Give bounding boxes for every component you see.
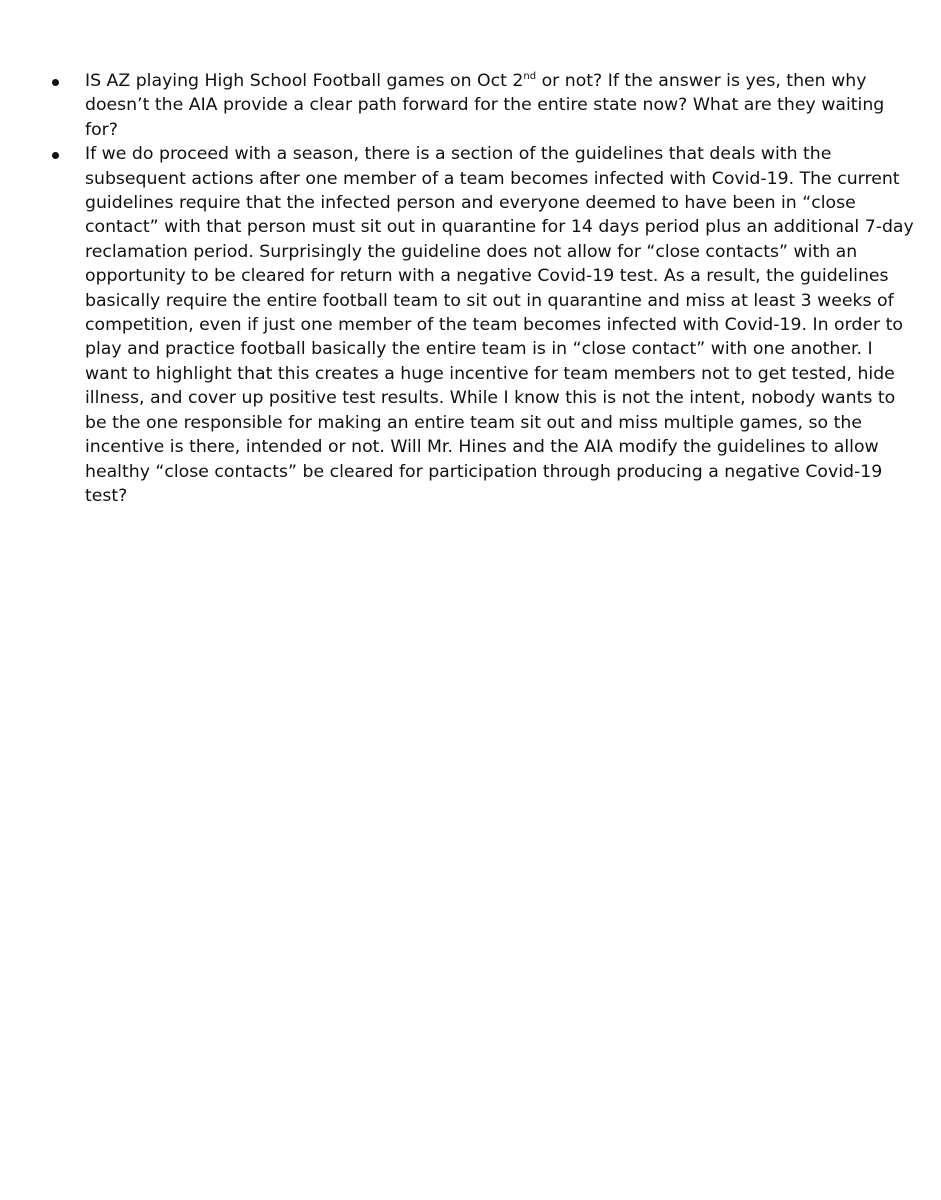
bullet-icon [52,79,59,86]
text-line: healthy “close contacts” be cleared for participation through producing a negative Covid-19 [85,461,883,482]
text-line: be the one responsible for making an entire team sit out and miss multiple games, so the [85,412,862,433]
text-line: If we do proceed with a season, there is a section of the guidelines that deals with the [85,144,832,165]
bullet-item-2 [46,142,914,508]
text-line: test? [85,485,128,506]
bullet-item-1 [46,69,885,142]
text-line: incentive is there, intended or not. Will Mr. Hines and the AIA modify the guidelines to allow [85,437,879,458]
text-line: for? [85,119,118,140]
text-line: guidelines require that the infected person and everyone deemed to have been in “close [85,193,856,214]
text-line: play and practice football basically the entire team is in “close contact” with one another. I [85,339,873,360]
bullet-icon [52,152,59,159]
text-line: IS AZ playing High School Football games on Oct 2nd or not? If the answer is yes, then why [85,71,867,91]
text-line: basically require the entire football team to sit out in quarantine and miss at least 3 weeks of [85,290,894,311]
text-line: illness, and cover up positive test results. While I know this is not the intent, nobody wants to [85,388,896,409]
text-line: doesn’t the AIA provide a clear path forward for the entire state now? What are they waiting [85,95,885,116]
text-line: competition, even if just one member of the team becomes infected with Covid-19. In order to [85,315,903,336]
text-line: contact” with that person must sit out in quarantine for 14 days period plus an additional 7-day [85,217,914,238]
bullet-list [46,69,914,508]
superscript: nd [523,71,537,82]
text-line: want to highlight that this creates a huge incentive for team members not to get tested, hide [85,363,895,384]
text-line: subsequent actions after one member of a team becomes infected with Covid-19. The current [85,168,900,189]
text-line: opportunity to be cleared for return with a negative Covid-19 test. As a result, the guidelines [85,266,889,287]
text-line: reclamation period. Surprisingly the guideline does not allow for “close contacts” with an [85,241,858,262]
